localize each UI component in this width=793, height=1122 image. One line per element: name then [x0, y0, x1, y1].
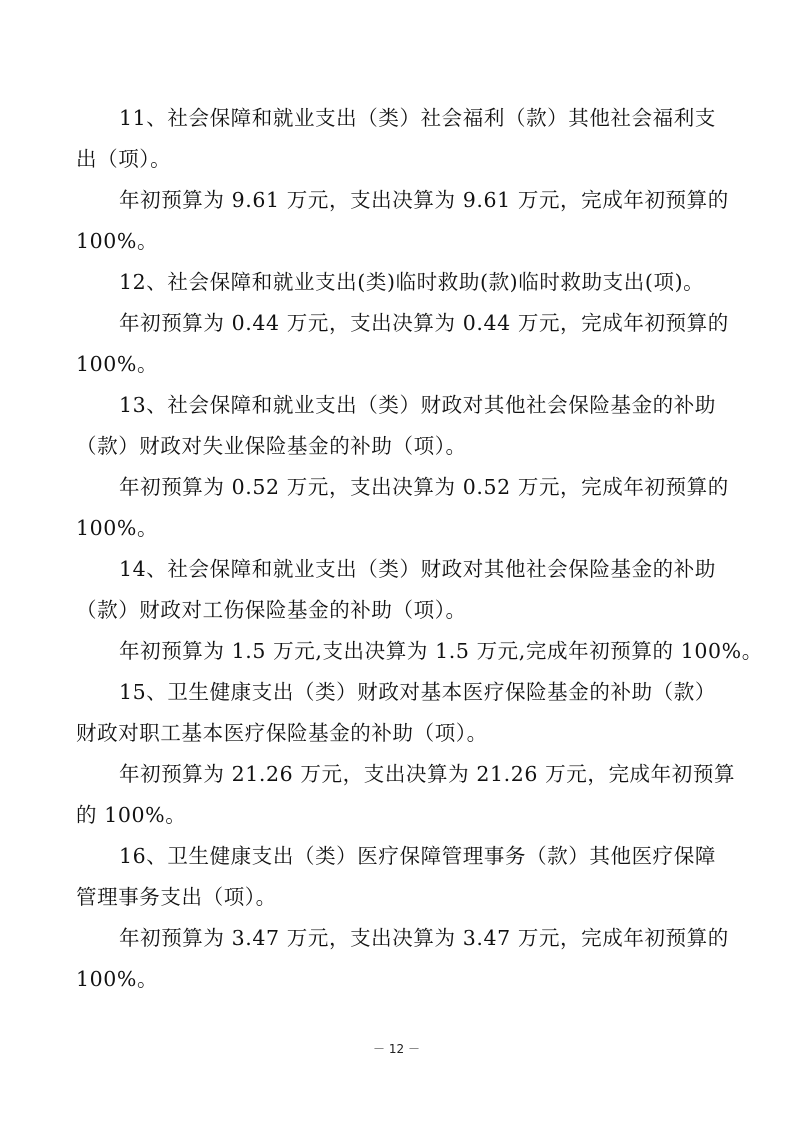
item-16-heading-cont: 管理事务支出（项）。: [76, 885, 277, 909]
item-13-heading-cont: （款）财政对失业保险基金的补助（项）。: [76, 434, 467, 458]
item-15-heading-cont: 财政对职工基本医疗保险基金的补助（项）。: [76, 721, 488, 745]
item-13-heading: 13、社会保障和就业支出（类）财政对其他社会保险基金的补助: [119, 393, 716, 417]
item-14-heading: 14、社会保障和就业支出（类）财政对其他社会保险基金的补助: [119, 557, 716, 581]
item-15-budget: 年初预算为 21.26 万元，支出决算为 21.26 万元，完成年初预算: [119, 762, 736, 786]
item-13-budget: 年初预算为 0.52 万元，支出决算为 0.52 万元，完成年初预算的: [119, 475, 729, 499]
item-16-budget-cont: 100%。: [76, 967, 159, 991]
item-14-heading-cont: （款）财政对工伤保险基金的补助（项）。: [76, 598, 467, 622]
item-15-budget-cont: 的 100%。: [76, 803, 187, 827]
document-body: [76, 98, 763, 1000]
item-11-heading: 11、社会保障和就业支出（类）社会福利（款）其他社会福利支: [119, 106, 716, 130]
item-11-budget: 年初预算为 9.61 万元，支出决算为 9.61 万元，完成年初预算的: [119, 188, 729, 212]
item-15-heading: 15、卫生健康支出（类）财政对基本医疗保险基金的补助（款）: [119, 680, 716, 704]
item-16-budget: 年初预算为 3.47 万元，支出决算为 3.47 万元，完成年初预算的: [119, 926, 729, 950]
item-14-budget: 年初预算为 1.5 万元,支出决算为 1.5 万元,完成年初预算的 100%。: [119, 639, 763, 663]
item-11-heading-cont: 出（项）。: [76, 147, 172, 171]
item-11-budget-cont: 100%。: [76, 229, 159, 253]
item-12-budget-cont: 100%。: [76, 352, 159, 376]
item-13-budget-cont: 100%。: [76, 516, 159, 540]
item-16-heading: 16、卫生健康支出（类）医疗保障管理事务（款）其他医疗保障: [119, 844, 716, 868]
item-12-heading: 12、社会保障和就业支出(类)临时救助(款)临时救助支出(项)。: [119, 270, 705, 294]
item-12-budget: 年初预算为 0.44 万元，支出决算为 0.44 万元，完成年初预算的: [119, 311, 729, 335]
page-number: － 12 －: [373, 1042, 420, 1056]
